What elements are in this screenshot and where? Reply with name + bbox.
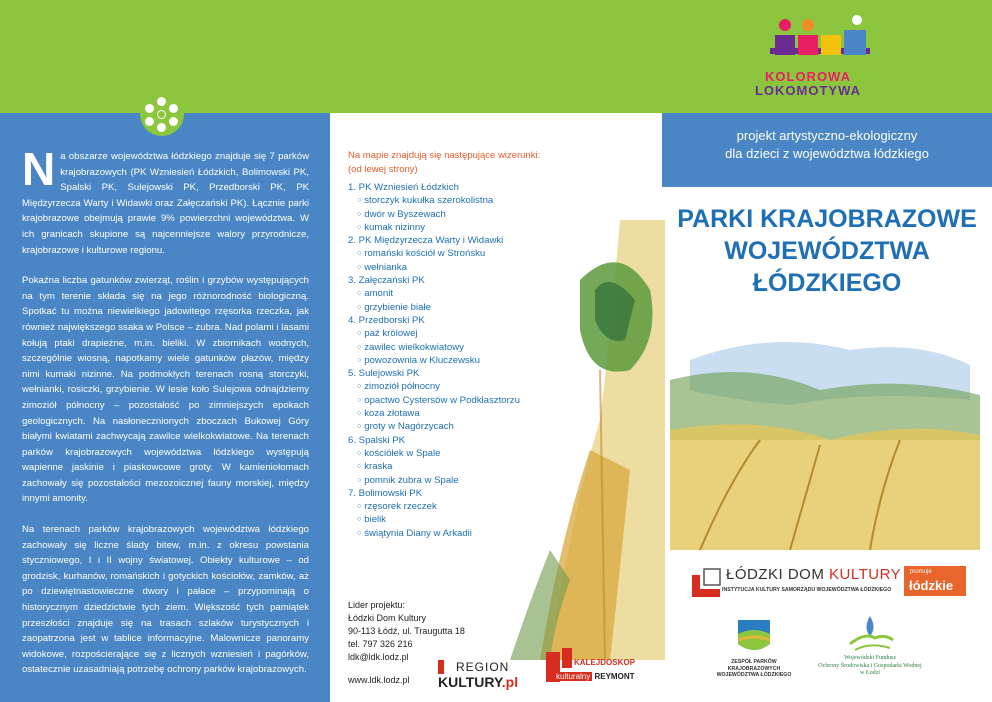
park-name: 4. Przedborski PK bbox=[348, 314, 425, 326]
wfosigw-logo-icon bbox=[845, 614, 895, 654]
project-leader: Lider projektu: Łódzki Dom Kultury 90-113 Łódź, ul. Traugutta 18 tel. 797 326 216 ldk@ldk.lodz.pl bbox=[348, 600, 465, 662]
park-feature-item: ○ paź królowej bbox=[348, 327, 548, 340]
park-feature-item: ○ kościółek w Spale bbox=[348, 447, 548, 460]
paragraph-1: Na obszarze województwa łódzkiego znajduje się 7 parków krajobrazowych (PK Wzniesień Łódzkich, Bolimowski PK, Spalski PK, Sulejowski PK, Przedborski PK, PK Międzyrzecza Warty i Widawki oraz Załęczański PK). Łącznie parki krajobrazowe obejmują prawie 9% powierzchni województwa. W ich granicach skupione są najcenniejsze walory przyrodnicze, krajobrazowe i kulturowe regionu. bbox=[22, 143, 309, 256]
intro-text-column bbox=[22, 143, 309, 693]
website-link[interactable]: www.ldk.lodz.pl bbox=[348, 675, 410, 685]
flower-icon bbox=[140, 92, 184, 136]
park-feature-item: ○ zimoziół północny bbox=[348, 380, 548, 393]
kolorowa-lokomotywa-logo: KOLOROWA LOKOMOTYWA bbox=[754, 69, 862, 98]
park-name: 3. Załęczański PK bbox=[348, 275, 425, 287]
ldk-logo-name: ŁÓDZKI DOM KULTURY bbox=[726, 566, 902, 583]
park-feature-item: ○ powozownia w Kluczewsku bbox=[348, 354, 548, 367]
park-feature-item: ○ dwór w Byszewach bbox=[348, 208, 548, 221]
park-feature-item: ○ kumak nizinny bbox=[348, 221, 548, 234]
paragraph-2: Pokaźna liczba gatunków zwierząt, roślin i grzybów występujących na tym terenie składa się na jego różnorodność biologiczną. Spotkać tu można niewielkiego jadowitego rzęsorka rzeczka, jak również największego ssaka w Polsce – żubra. Nad polami i lasami kołują ptaki drapieżne, m.in. bieliki. W zbiornikach wodnych, szczególnie wiosną, napotkamy wiele gatunków płazów, między nimi kumaki nizinne. Na podmokłych terenach rosną storczyki, wełnianki, rosiczki, grzybienie. W lesie koło Sulejowa odnajdziemy zimoziół północny – pozostałość po zimniejszych epokach geologicznych. Na nasłonecznionych zboczach Bukowej Góry białymi kwiatami zachwycają zawilce wielkokwiatowe. Na terenach parków krajobrazowych województwa łódzkiego występują wapienne jaskinie i piaskowcowe groty. W kamieniołomach zachowały się pozostałości mezozoicznej fauny morskiej, między innymi amonity. bbox=[22, 275, 309, 505]
park-feature-item: ○ opactwo Cystersów w Podklasztorzu bbox=[348, 394, 548, 407]
park-name: 7. Bolimowski PK bbox=[348, 487, 423, 499]
map-intro: Na mapie znajdują się następujące wizerunki: (od lewej strony) bbox=[348, 150, 541, 175]
park-feature-item: ○ wełnianka bbox=[348, 261, 548, 274]
park-name: 6. Spalski PK bbox=[348, 434, 406, 446]
landscape-painting bbox=[510, 220, 665, 660]
drop-cap: N bbox=[22, 143, 56, 195]
fields-painting bbox=[670, 320, 980, 550]
park-feature-item: ○ koza złotawa bbox=[348, 407, 548, 420]
park-feature-item: ○ kraska bbox=[348, 460, 548, 473]
park-feature-item: ○ rzęsorek rzeczek bbox=[348, 500, 548, 513]
ldk-logo-icon bbox=[690, 567, 722, 599]
park-feature-item: ○ pomnik żubra w Spale bbox=[348, 474, 548, 487]
paragraph-3: Na terenach parków krajobrazowych województwa łódzkiego zachowały się liczne ślady bitew, m.in. z okresu powstania styczniowego, I i II wojny światowej. Obiekty kulturowe – od grodzisk, kurhanów, romańskich i gotyckich kościołów, zamków, aż po dziewiętnastowieczne dwory i pałace – przypominają o historycznym dziedzictwie tych ziem. Większość tych pamiątek przeszłości znajduje się na trasach szlaków turystycznych i zaopatrzona jest w tablice informacyjne. Malownicze panoramy widokowe, rozpościerające się z licznych wzniesień i pagórków, ostatecznie uzasadniają potrzebę ochrony parków krajobrazowych. bbox=[22, 524, 309, 676]
park-feature-item: ○ świątynia Diany w Arkadii bbox=[348, 527, 548, 540]
zpk-logo-caption: ZESPÓŁ PARKÓW KRAJOBRAZOWYCH WOJEWÓDZTWA ŁÓDZKIEGO bbox=[716, 659, 792, 678]
wfosigw-logo-caption: Wojewódzki Fundusz Ochrony Środowiska i Gospodarki Wodnej w Łodzi bbox=[818, 655, 922, 676]
zpk-logo-icon bbox=[734, 616, 774, 656]
project-subtitle: projekt artystyczno-ekologiczny dla dzieci z województwa łódzkiego bbox=[725, 128, 929, 161]
park-name: 2. PK Międzyrzecza Warty i Widawki bbox=[348, 235, 504, 247]
kolorowa-lokomotywa-logo-icon bbox=[765, 10, 875, 70]
park-feature-item: ○ amonit bbox=[348, 287, 548, 300]
region-kultury-logo: REGION KULTURY.pl bbox=[438, 660, 519, 690]
park-name: 1. PK Wzniesień Łódzkich bbox=[348, 182, 459, 193]
ldk-logo-subtitle: INSTYTUCJA KULTURY SAMORZĄDU WOJEWÓDZTWA ŁÓDZKIEGO bbox=[722, 587, 892, 593]
leader-email-link[interactable]: ldk@ldk.lodz.pl bbox=[348, 652, 409, 662]
park-name: 5. Sulejowski PK bbox=[348, 368, 420, 380]
park-feature-item: ○ zawilec wielkokwiatowy bbox=[348, 341, 548, 354]
park-feature-item: ○ groty w Nagórzycach bbox=[348, 420, 548, 433]
park-feature-item: ○ romański kościół w Strońsku bbox=[348, 247, 548, 260]
park-feature-item: ○ storczyk kukułka szerokolistna bbox=[348, 194, 548, 207]
promuje-lodzkie-logo: promuje łódzkie bbox=[904, 566, 966, 596]
main-title: PARKI KRAJOBRAZOWE WOJEWÓDZTWA ŁÓDZKIEGO bbox=[677, 205, 977, 297]
park-feature-item: ○ grzybienie białe bbox=[348, 301, 548, 314]
park-feature-item: ○ bielik bbox=[348, 513, 548, 526]
